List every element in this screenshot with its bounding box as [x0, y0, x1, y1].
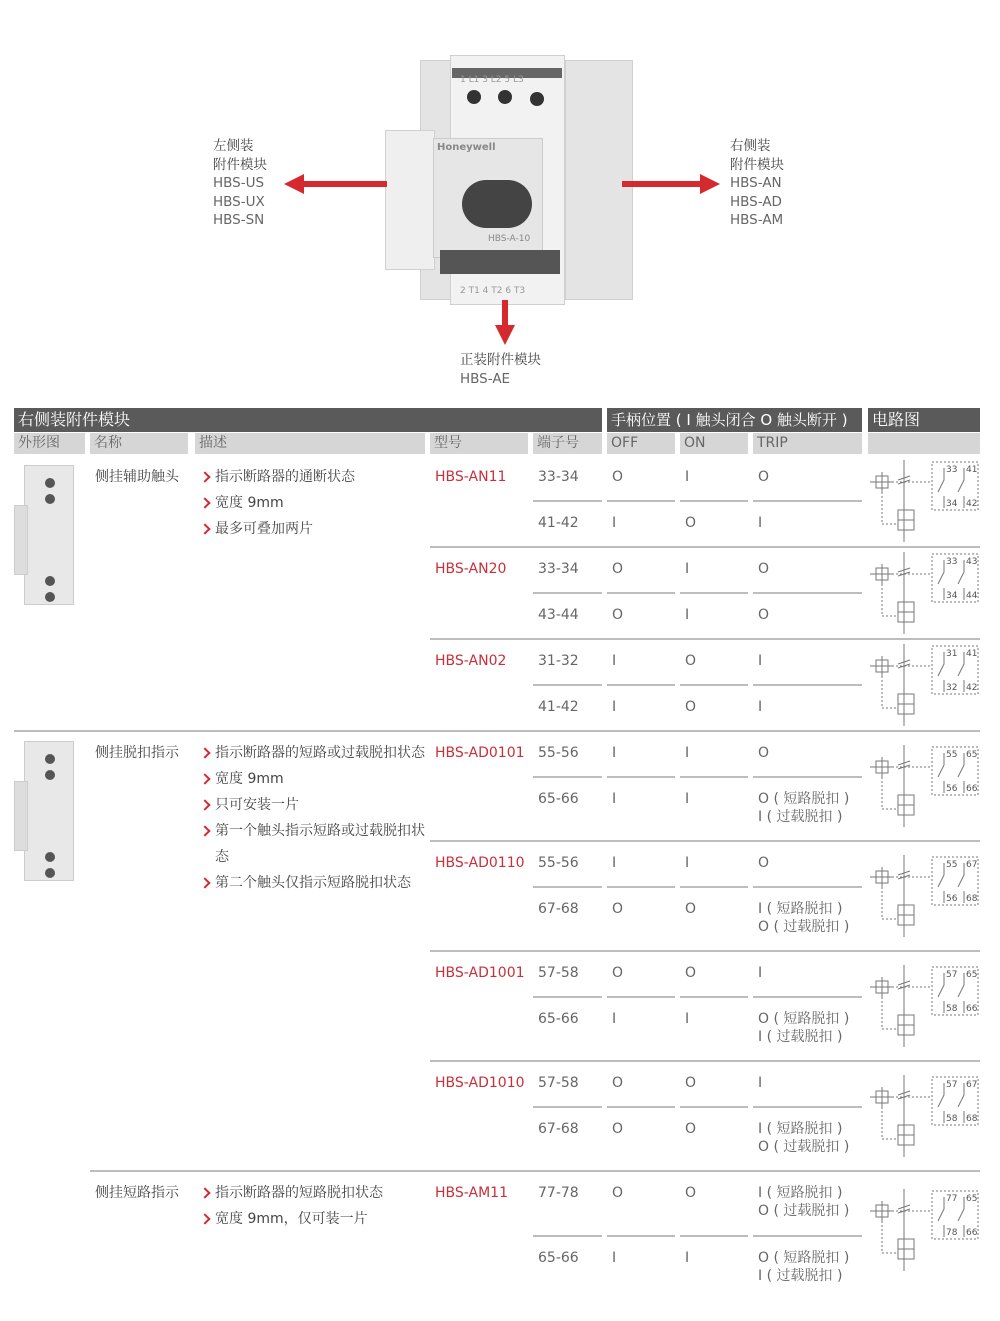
- terminal-label: 78: [946, 1228, 958, 1238]
- description-item: 只可安装一片: [195, 792, 425, 818]
- trip-state: I ( 短路脱扣 ) O ( 过载脱扣 ): [758, 1121, 850, 1155]
- group-divider: [90, 1170, 980, 1172]
- right-callout: [730, 137, 784, 230]
- group-name: 侧挂脱扣指示: [95, 745, 179, 761]
- on-state: O: [685, 1121, 697, 1137]
- terminal-label: 31: [946, 649, 958, 659]
- circuit-diagram: [868, 1187, 980, 1277]
- group-name: 侧挂辅助触头: [95, 469, 179, 485]
- row-divider: [607, 500, 675, 502]
- group-divider: [14, 730, 980, 732]
- row-divider: [607, 592, 675, 594]
- trip-state: I: [758, 699, 763, 715]
- row-divider: [680, 886, 748, 888]
- on-state: O: [685, 1075, 697, 1091]
- terminal-label: 41: [966, 465, 978, 475]
- model-number: HBS-AM11: [435, 1185, 508, 1201]
- description-item: 指示断路器的短路脱扣状态: [195, 1180, 425, 1206]
- terminal-label: 68: [966, 1114, 978, 1124]
- row-divider: [533, 776, 602, 778]
- on-state: I: [685, 791, 690, 807]
- rotary-handle: [462, 180, 532, 228]
- right-arrow: [622, 181, 702, 187]
- model-number: HBS-AN11: [435, 469, 507, 485]
- row-divider: [680, 996, 748, 998]
- trip-state: I ( 短路脱扣 ) O ( 过载脱扣 ): [758, 1185, 850, 1219]
- circuit-diagram: [868, 1073, 980, 1163]
- callout-item: HBS-AM: [730, 212, 784, 228]
- row-divider: [533, 500, 602, 502]
- off-state: I: [612, 855, 617, 871]
- terminal-label: 57: [946, 970, 958, 980]
- terminal-label: 34: [946, 499, 958, 509]
- column-header: ON: [680, 433, 748, 454]
- on-state: I: [685, 745, 690, 761]
- row-divider: [753, 684, 862, 686]
- terminal-number: 31-32: [538, 653, 579, 669]
- trip-state: O: [758, 855, 770, 871]
- callout-item: HBS-UX: [213, 193, 265, 210]
- column-header: TRIP: [753, 433, 862, 454]
- off-state: O: [612, 901, 624, 917]
- trip-state: O ( 短路脱扣 ) I ( 过载脱扣 ): [758, 1011, 850, 1045]
- off-state: I: [612, 699, 617, 715]
- callout-title: 左侧装: [213, 138, 254, 154]
- terminal-number: 77-78: [538, 1185, 579, 1201]
- row-divider: [607, 1235, 675, 1237]
- callout-title: 附件模块: [730, 156, 784, 173]
- row-divider: [533, 1106, 602, 1108]
- row-divider: [753, 776, 862, 778]
- row-divider: [533, 1235, 602, 1237]
- on-state: I: [685, 469, 690, 485]
- column-header: 描述: [195, 433, 425, 454]
- column-header: 外形图: [14, 433, 85, 454]
- terminal-number: 33-34: [538, 561, 579, 577]
- callout-title: 右侧装: [730, 138, 771, 154]
- module-image-auxiliary-contact-module: [14, 465, 74, 615]
- callout-item: HBS-SN: [213, 212, 265, 228]
- trip-state: I: [758, 653, 763, 669]
- row-divider: [753, 996, 862, 998]
- trip-state: O: [758, 745, 770, 761]
- off-state: I: [612, 791, 617, 807]
- row-divider: [680, 776, 748, 778]
- terminal-label: 58: [946, 1004, 958, 1014]
- off-state: O: [612, 965, 624, 981]
- off-state: I: [612, 1011, 617, 1027]
- terminal-label: 68: [966, 894, 978, 904]
- circuit-diagram: [868, 550, 980, 640]
- terminal-label: 32: [946, 683, 958, 693]
- on-state: O: [685, 699, 697, 715]
- trip-state: O ( 短路脱扣 ) I ( 过载脱扣 ): [758, 791, 850, 825]
- row-divider: [753, 500, 862, 502]
- row-divider: [753, 1235, 862, 1237]
- on-state: I: [685, 855, 690, 871]
- terminal-number: 41-42: [538, 515, 579, 531]
- off-state: O: [612, 469, 624, 485]
- trip-state: O: [758, 469, 770, 485]
- row-divider: [533, 684, 602, 686]
- terminal-number: 65-66: [538, 791, 579, 807]
- callout-item: HBS-AN: [730, 175, 782, 191]
- on-state: I: [685, 1011, 690, 1027]
- terminal-label: 65: [966, 1194, 978, 1204]
- trip-state: I: [758, 515, 763, 531]
- model-number: HBS-AD1010: [435, 1075, 525, 1091]
- model-number: HBS-AN20: [435, 561, 507, 577]
- down-arrow-head: [495, 325, 515, 345]
- terminal-number: 33-34: [538, 469, 579, 485]
- terminal-label: 42: [966, 683, 978, 693]
- column-header: 型号: [430, 433, 528, 454]
- off-state: O: [612, 1185, 624, 1201]
- description-item: 指示断路器的短路或过载脱扣状态: [195, 740, 425, 766]
- terminal-label: 57: [946, 1080, 958, 1090]
- module-image-trip-indicator-module: [14, 741, 74, 891]
- terminal-number: 65-66: [538, 1011, 579, 1027]
- terminal-number: 57-58: [538, 1075, 579, 1091]
- model-number: HBS-AD1001: [435, 965, 525, 981]
- left-callout: [213, 137, 267, 230]
- trip-state: O ( 短路脱扣 ) I ( 过载脱扣 ): [758, 1250, 850, 1284]
- on-state: I: [685, 1250, 690, 1266]
- group-name: 侧挂短路指示: [95, 1185, 179, 1201]
- row-divider: [680, 500, 748, 502]
- column-header: 名称: [90, 433, 188, 454]
- terminal-label: 56: [946, 784, 958, 794]
- description-item: 第二个触头仅指示短路脱扣状态: [195, 870, 425, 896]
- terminal-label: 44: [966, 591, 978, 601]
- row-divider: [680, 1235, 748, 1237]
- brand-logo: Honeywell: [437, 142, 496, 153]
- off-state: O: [612, 1075, 624, 1091]
- terminal-number: 43-44: [538, 607, 579, 623]
- terminal-label: 66: [966, 784, 978, 794]
- model-divider: [430, 638, 980, 640]
- row-divider: [607, 776, 675, 778]
- terminal-label: 55: [946, 750, 958, 760]
- bottom-terminal-labels: 2 T1 4 T2 6 T3: [460, 286, 526, 296]
- row-divider: [753, 1106, 862, 1108]
- column-header-blank: [868, 433, 980, 454]
- terminal-number: 67-68: [538, 901, 579, 917]
- callout-title: 正装附件模块: [460, 352, 541, 368]
- terminal-label: 33: [946, 557, 958, 567]
- off-state: O: [612, 561, 624, 577]
- model-number: HBS-AN02: [435, 653, 507, 669]
- off-state: O: [612, 607, 624, 623]
- on-state: O: [685, 901, 697, 917]
- terminal-label: 67: [966, 1080, 978, 1090]
- off-state: I: [612, 653, 617, 669]
- circuit-diagram: [868, 963, 980, 1053]
- terminal-label: 65: [966, 970, 978, 980]
- trip-state: O: [758, 607, 770, 623]
- row-divider: [680, 1106, 748, 1108]
- row-divider: [680, 684, 748, 686]
- section-title: 右侧装附件模块: [14, 408, 602, 432]
- callout-title: 附件模块: [213, 156, 267, 173]
- trip-state: I ( 短路脱扣 ) O ( 过载脱扣 ): [758, 901, 850, 935]
- row-divider: [607, 1106, 675, 1108]
- terminal-label: 34: [946, 591, 958, 601]
- off-state: I: [612, 1250, 617, 1266]
- circuit-diagram: [868, 458, 980, 548]
- on-state: O: [685, 1185, 697, 1201]
- terminal-label: 56: [946, 894, 958, 904]
- trip-state: I: [758, 1075, 763, 1091]
- handle-position-title: 手柄位置 ( I 触头闭合 O 触头断开 ): [607, 408, 862, 432]
- description-item: 宽度 9mm，仅可装一片: [195, 1206, 425, 1232]
- terminal-number: 55-56: [538, 855, 579, 871]
- row-divider: [533, 886, 602, 888]
- right-arrow-head: [700, 174, 720, 194]
- row-divider: [680, 592, 748, 594]
- device-model-label: HBS-A-10: [488, 234, 531, 244]
- description-item: 指示断路器的通断状态: [195, 464, 425, 490]
- front-callout: [460, 351, 541, 388]
- on-state: O: [685, 653, 697, 669]
- terminal-label: 43: [966, 557, 978, 567]
- on-state: O: [685, 965, 697, 981]
- description-item: 最多可叠加两片: [195, 516, 425, 542]
- left-arrow-head: [284, 174, 304, 194]
- description-list: [195, 1180, 425, 1232]
- on-state: I: [685, 561, 690, 577]
- callout-item: HBS-AE: [460, 370, 511, 387]
- off-state: I: [612, 515, 617, 531]
- description-item: 宽度 9mm: [195, 766, 425, 792]
- model-number: HBS-AD0110: [435, 855, 525, 871]
- terminal-label: 33: [946, 465, 958, 475]
- on-state: I: [685, 607, 690, 623]
- terminal-label: 42: [966, 499, 978, 509]
- model-divider: [430, 546, 980, 548]
- row-divider: [607, 886, 675, 888]
- on-state: O: [685, 515, 697, 531]
- terminal-label: 67: [966, 860, 978, 870]
- model-divider: [430, 950, 980, 952]
- terminal-number: 55-56: [538, 745, 579, 761]
- trip-state: I: [758, 965, 763, 981]
- description-list: [195, 464, 425, 542]
- terminal-label: 65: [966, 750, 978, 760]
- model-divider: [430, 840, 980, 842]
- trip-state: O: [758, 561, 770, 577]
- terminal-label: 55: [946, 860, 958, 870]
- terminal-number: 57-58: [538, 965, 579, 981]
- off-state: I: [612, 745, 617, 761]
- row-divider: [753, 592, 862, 594]
- terminal-number: 41-42: [538, 699, 579, 715]
- terminal-number: 65-66: [538, 1250, 579, 1266]
- circuit-diagram: [868, 853, 980, 943]
- callout-item: HBS-US: [213, 175, 265, 191]
- terminal-number: 67-68: [538, 1121, 579, 1137]
- terminal-label: 58: [946, 1114, 958, 1124]
- model-divider: [430, 1060, 980, 1062]
- column-header: 端子号: [533, 433, 602, 454]
- terminal-label: 77: [946, 1194, 958, 1204]
- circuit-title: 电路图: [868, 408, 980, 432]
- row-divider: [607, 996, 675, 998]
- left-arrow: [300, 181, 387, 187]
- row-divider: [607, 684, 675, 686]
- column-header: OFF: [607, 433, 675, 454]
- model-number: HBS-AD0101: [435, 745, 525, 761]
- terminal-label: 66: [966, 1228, 978, 1238]
- row-divider: [533, 592, 602, 594]
- callout-item: HBS-AD: [730, 193, 782, 210]
- row-divider: [533, 996, 602, 998]
- description-item: 第一个触头指示短路或过载脱扣状态: [195, 818, 425, 870]
- terminal-label: 66: [966, 1004, 978, 1014]
- top-terminal-labels: 1 L1 3 L2 5 L3: [460, 75, 524, 85]
- terminal-label: 41: [966, 649, 978, 659]
- off-state: O: [612, 1121, 624, 1137]
- description-list: [195, 740, 425, 896]
- circuit-diagram: [868, 642, 980, 732]
- circuit-diagram: [868, 743, 980, 833]
- row-divider: [753, 886, 862, 888]
- description-item: 宽度 9mm: [195, 490, 425, 516]
